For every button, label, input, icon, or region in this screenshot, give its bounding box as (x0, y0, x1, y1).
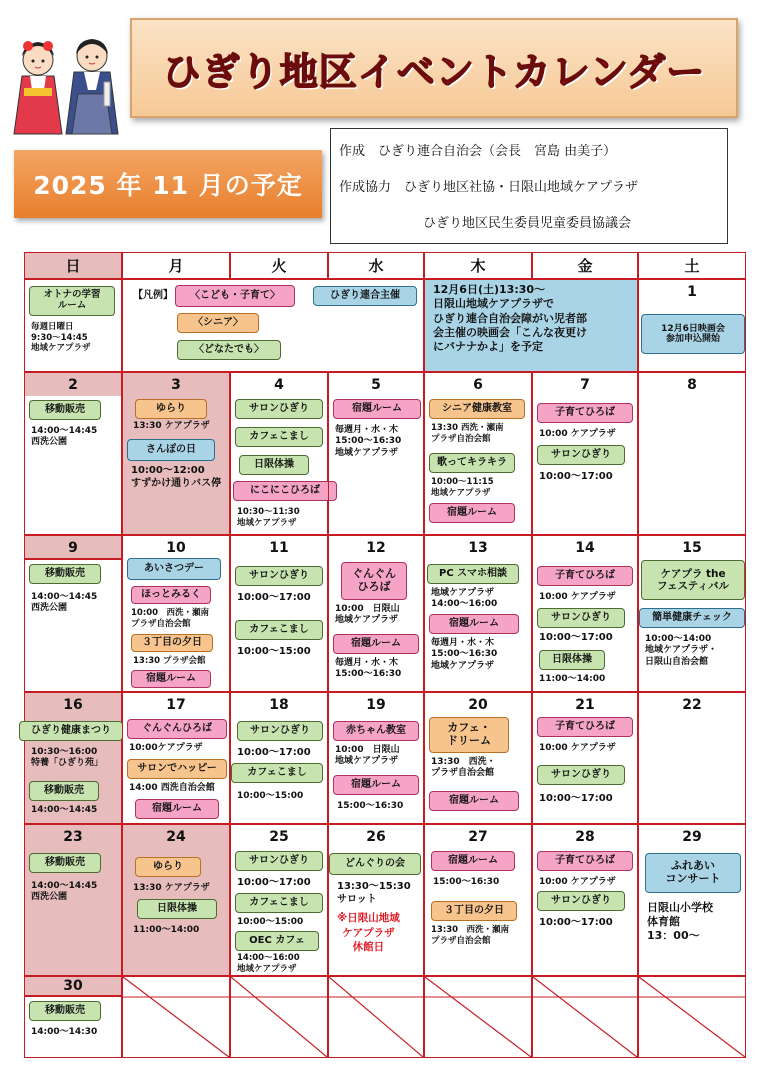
day-number: 4 (274, 377, 284, 393)
event-tag: シニア健康教室 (429, 399, 525, 419)
day-number: 10 (166, 540, 186, 556)
event-tag: 移動販売 (29, 564, 101, 584)
title-banner (130, 18, 738, 118)
movie-notice: 12月6日(土)13:30〜 日限山地域ケアプラザで ひぎり連合自治会障がい児者部 会主催の映画会「こんな夜更け にバナナかよ」を予定 (433, 283, 587, 354)
event-detail: 10:00〜15:00 (237, 646, 311, 657)
event-tag: あいさつデー (127, 558, 221, 580)
day-cell-4 (230, 372, 328, 535)
event-tag: カフェこまし (235, 427, 323, 447)
event-tag: PC スマホ相談 (427, 564, 519, 584)
day-number: 16 (63, 697, 83, 713)
event-tag: サロンでハッピー (127, 759, 227, 779)
day-number: 12 (366, 540, 386, 556)
credit-line: ひぎり地区民生委員児童委員協議会 (423, 216, 632, 231)
day-number: 29 (682, 829, 702, 845)
event-detail: 14:00〜14:45 (31, 805, 98, 815)
day-cell-24 (122, 824, 230, 976)
event-detail: 14:00〜14:45 西洗公園 (31, 426, 98, 448)
empty-cell (532, 976, 638, 1058)
event-detail: 11:00〜14:00 (133, 925, 200, 935)
event-detail: 14:00〜16:00 地域ケアプラザ (237, 953, 300, 974)
day-number: 25 (269, 829, 289, 845)
day-cell-13 (424, 535, 532, 692)
weekday-fri: 金 (532, 252, 638, 279)
event-tag: 日限体操 (539, 650, 605, 670)
event-tag: ３丁目の夕日 (131, 634, 213, 652)
event-tag: 宿題ルーム (431, 851, 515, 871)
event-detail: 10:00〜17:00 (539, 471, 613, 482)
event-detail: 10:00〜15:00 (237, 791, 304, 801)
event-tag: 子育てひろば (537, 851, 633, 871)
event-tag: ケアプラ the フェスティバル (641, 560, 745, 600)
event-tag: カフェこまし (235, 620, 323, 640)
day-number: 28 (575, 829, 595, 845)
event-detail: 14:00 西洗自治会館 (129, 783, 215, 793)
event-detail: 13:30 プラザ会館 (133, 656, 206, 666)
weekday-thu: 木 (424, 252, 532, 279)
event-detail: 10:00 日限山 地域ケアプラザ (335, 604, 400, 626)
event-tag: ゆらり (135, 857, 201, 877)
day-cell-27 (424, 824, 532, 976)
event-tag: 宿題ルーム (429, 503, 515, 523)
event-tag: 移動販売 (29, 781, 99, 801)
event-detail: 毎週日曜日 9:30〜14:45 地域ケアプラザ (31, 322, 91, 354)
event-detail: 10:00 ケアプラザ (539, 429, 616, 439)
event-detail: 毎週月・水・木 15:00〜16:30 (335, 658, 402, 680)
event-detail: 10:00 ケアプラザ (539, 877, 616, 887)
day-cell-8 (638, 372, 746, 535)
day-cell-18 (230, 692, 328, 824)
event-tag: オトナの学習 ルーム (29, 286, 115, 316)
weekday-mon: 月 (122, 252, 230, 279)
day-number: 23 (63, 829, 83, 845)
event-detail: 10:30〜16:00 特養「ひぎり苑」 (31, 747, 104, 769)
event-detail: 毎週月・水・木 15:00〜16:30 地域ケアプラザ (431, 638, 498, 671)
event-detail: 13:30 西洗・瀬南 プラザ自治会館 (431, 925, 510, 946)
day-cell-12 (328, 535, 424, 692)
day-cell-21 (532, 692, 638, 824)
event-tag: サロンひぎり (537, 891, 625, 911)
event-detail: 10:00 西洗・瀬南 プラザ自治会館 (131, 608, 210, 629)
event-detail: 10:00〜15:00 (237, 917, 304, 927)
event-tag: ひぎり健康まつり (19, 721, 123, 741)
event-tag: ぐんぐんひろば (127, 719, 227, 739)
day-cell-19 (328, 692, 424, 824)
day-number: 14 (575, 540, 595, 556)
event-tag: カフェこまし (231, 763, 323, 783)
day-number: 8 (687, 377, 697, 393)
day-body-30 (24, 996, 122, 1058)
day-number: 7 (580, 377, 590, 393)
empty-cell (122, 976, 230, 1058)
event-tag: 日限体操 (239, 455, 309, 475)
empty-cell (328, 976, 424, 1058)
event-tag: ぐんぐん ひろば (341, 562, 407, 600)
day-number: 13 (468, 540, 488, 556)
event-detail: 15:00〜16:30 (337, 801, 404, 811)
day-cell-5 (328, 372, 424, 535)
event-tag: ３丁目の夕日 (431, 901, 517, 921)
event-tag: カフェこまし (235, 893, 323, 913)
event-tag: さんぽの日 (127, 439, 215, 461)
day-number: 15 (682, 540, 702, 556)
day-number: 21 (575, 697, 595, 713)
empty-cell (230, 976, 328, 1058)
month-banner (14, 150, 322, 218)
day-number: 24 (166, 829, 186, 845)
event-tag: 宿題ルーム (333, 775, 419, 795)
day-number: 22 (682, 697, 702, 713)
legend-rengo: ひぎり連合主催 (313, 286, 417, 306)
day-cell-1 (638, 279, 746, 372)
event-tag: OEC カフェ (235, 931, 319, 951)
event-tag: 宿題ルーム (131, 670, 211, 688)
legend-anyone: 〈どなたでも〉 (177, 340, 281, 360)
day-cell-3 (122, 372, 230, 535)
day-cell-22 (638, 692, 746, 824)
event-tag: 宿題ルーム (429, 614, 519, 634)
day-number: 27 (468, 829, 488, 845)
closure-notice: ※日限山地域 ケアプラザ 休館日 (337, 912, 400, 954)
credit-line: 作成 ひぎり連合自治会（会長 宮島 由美子） (339, 144, 617, 159)
credit-line: 作成協力 ひぎり地区社協・日限山地域ケアプラザ (339, 180, 639, 195)
event-tag: どんぐりの会 (329, 853, 421, 875)
event-detail: 10:00〜14:00 地域ケアプラザ・ 日限山自治会館 (645, 634, 718, 667)
day-number: 9 (68, 540, 78, 556)
event-detail: 14:00〜14:30 (31, 1027, 98, 1037)
day-cell-7 (532, 372, 638, 535)
event-tag: ほっとみるく (131, 586, 211, 604)
event-detail: 10:00〜17:00 (539, 917, 613, 928)
event-detail: 13:30 ケアプラザ (133, 421, 210, 431)
event-tag: 簡単健康チェック (639, 608, 745, 628)
event-detail: 15:00〜16:30 (433, 877, 500, 887)
day-number: 30 (63, 978, 83, 994)
day-cell-11 (230, 535, 328, 692)
event-detail: 13:30〜15:30 サロット (337, 881, 411, 905)
event-tag: ゆらり (135, 399, 207, 419)
event-detail: 10:00 ケアプラザ (539, 743, 616, 753)
day-cell-16 (24, 692, 122, 824)
event-detail: 10:00 日限山 地域ケアプラザ (335, 745, 400, 767)
day-cell-23 (24, 824, 122, 976)
event-detail: 14:00〜14:45 西洗公園 (31, 881, 98, 903)
event-detail: 13:30 西洗・ プラザ自治会館 (431, 757, 496, 779)
page-title: ひぎり地区イベントカレンダー (162, 49, 706, 94)
day-number: 5 (371, 377, 381, 393)
legend-senior: 〈シニア〉 (177, 313, 259, 333)
event-tag: サロンひぎり (537, 445, 625, 465)
day-cell-20 (424, 692, 532, 824)
day-body-9 (24, 559, 122, 692)
event-tag: カフェ・ ドリーム (429, 717, 509, 753)
event-tag: サロンひぎり (537, 765, 625, 785)
day-number: 19 (366, 697, 386, 713)
event-tag: 宿題ルーム (333, 634, 419, 654)
day-cell-28 (532, 824, 638, 976)
day-cell-25 (230, 824, 328, 976)
credits-box (330, 128, 728, 244)
day-number: 2 (68, 377, 78, 393)
weekday-sat: 土 (638, 252, 746, 279)
weekday-wed: 水 (328, 252, 424, 279)
empty-cell (424, 976, 532, 1058)
event-tag: 移動販売 (29, 1001, 101, 1021)
event-detail: 10:00〜17:00 (237, 877, 311, 888)
legend-label: 【凡例】 (133, 290, 173, 301)
event-tag: サロンひぎり (235, 851, 323, 871)
weekday-sun: 日 (24, 252, 122, 279)
month-label: 2025 年 11 月の予定 (33, 171, 303, 200)
day-cell-14 (532, 535, 638, 692)
day-number: 17 (166, 697, 186, 713)
event-tag: 移動販売 (29, 400, 101, 420)
day-cell-26 (328, 824, 424, 976)
day-number: 11 (269, 540, 289, 556)
day-number: 18 (269, 697, 289, 713)
event-detail: 地域ケアプラザ 14:00〜16:00 (431, 588, 498, 610)
day-cell-17 (122, 692, 230, 824)
event-tag: 宿題ルーム (333, 399, 421, 419)
event-tag: にこにこひろば (233, 481, 337, 501)
day-cell-15 (638, 535, 746, 692)
event-tag: サロンひぎり (235, 399, 323, 419)
day-number: 26 (366, 829, 386, 845)
event-detail: 日限山小学校 体育館 13：00〜 (647, 901, 713, 942)
day-number: 3 (171, 377, 181, 393)
legend-cell (122, 279, 424, 372)
event-detail: 10:00 ケアプラザ (539, 592, 616, 602)
event-detail: 毎週月・水・木 15:00〜16:30 地域ケアプラザ (335, 425, 402, 458)
event-tag: 日限体操 (137, 899, 217, 919)
event-tag: 歌ってキラキラ (429, 453, 515, 473)
event-tag: 移動販売 (29, 853, 101, 873)
day-number: 20 (468, 697, 488, 713)
event-detail: 10:00〜17:00 (539, 632, 613, 643)
event-detail: 10:00〜11:15 地域ケアプラザ (431, 477, 494, 498)
day-cell-10 (122, 535, 230, 692)
day-number: 6 (473, 377, 483, 393)
event-detail: 13:30 ケアプラザ (133, 883, 210, 893)
event-tag: サロンひぎり (235, 566, 323, 586)
day-cell-30 (24, 976, 122, 996)
event-tag: サロンひぎり (537, 608, 625, 628)
event-tag: サロンひぎり (237, 721, 323, 741)
day-cell-sun-info (24, 279, 122, 372)
event-tag: 12月6日映画会 参加申込開始 (641, 314, 745, 354)
weekday-tue: 火 (230, 252, 328, 279)
day-cell-9 (24, 535, 122, 559)
event-detail: 10:00〜17:00 (237, 747, 311, 758)
event-detail: 11:00〜14:00 (539, 674, 606, 684)
movie-notice-cell (424, 279, 638, 372)
event-detail: 10:00〜12:00 すずかけ通りバス停 (131, 465, 222, 489)
event-detail: 10:00〜17:00 (539, 793, 613, 804)
event-tag: 子育てひろば (537, 403, 633, 423)
calendar-grid (24, 252, 746, 1058)
event-detail: 10:00〜17:00 (237, 592, 311, 603)
event-tag: 宿題ルーム (135, 799, 219, 819)
event-detail: 10:30〜11:30 地域ケアプラザ (237, 507, 300, 528)
day-cell-29 (638, 824, 746, 976)
day-body-2 (24, 396, 122, 535)
kimono-children-illustration (6, 30, 126, 140)
day-number: 1 (687, 284, 697, 300)
day-cell-6 (424, 372, 532, 535)
event-tag: 宿題ルーム (429, 791, 519, 811)
event-tag: 子育てひろば (537, 566, 633, 586)
event-detail: 14:00〜14:45 西洗公園 (31, 592, 98, 614)
empty-cell (638, 976, 746, 1058)
event-detail: 13:30 西洗・瀬南 プラザ自治会館 (431, 423, 504, 444)
legend-kids: 〈こども・子育て〉 (175, 285, 295, 307)
event-detail: 10:00ケアプラザ (129, 743, 203, 753)
event-tag: 赤ちゃん教室 (333, 721, 419, 741)
event-tag: ふれあい コンサート (645, 853, 741, 893)
event-tag: 子育てひろば (537, 717, 633, 737)
